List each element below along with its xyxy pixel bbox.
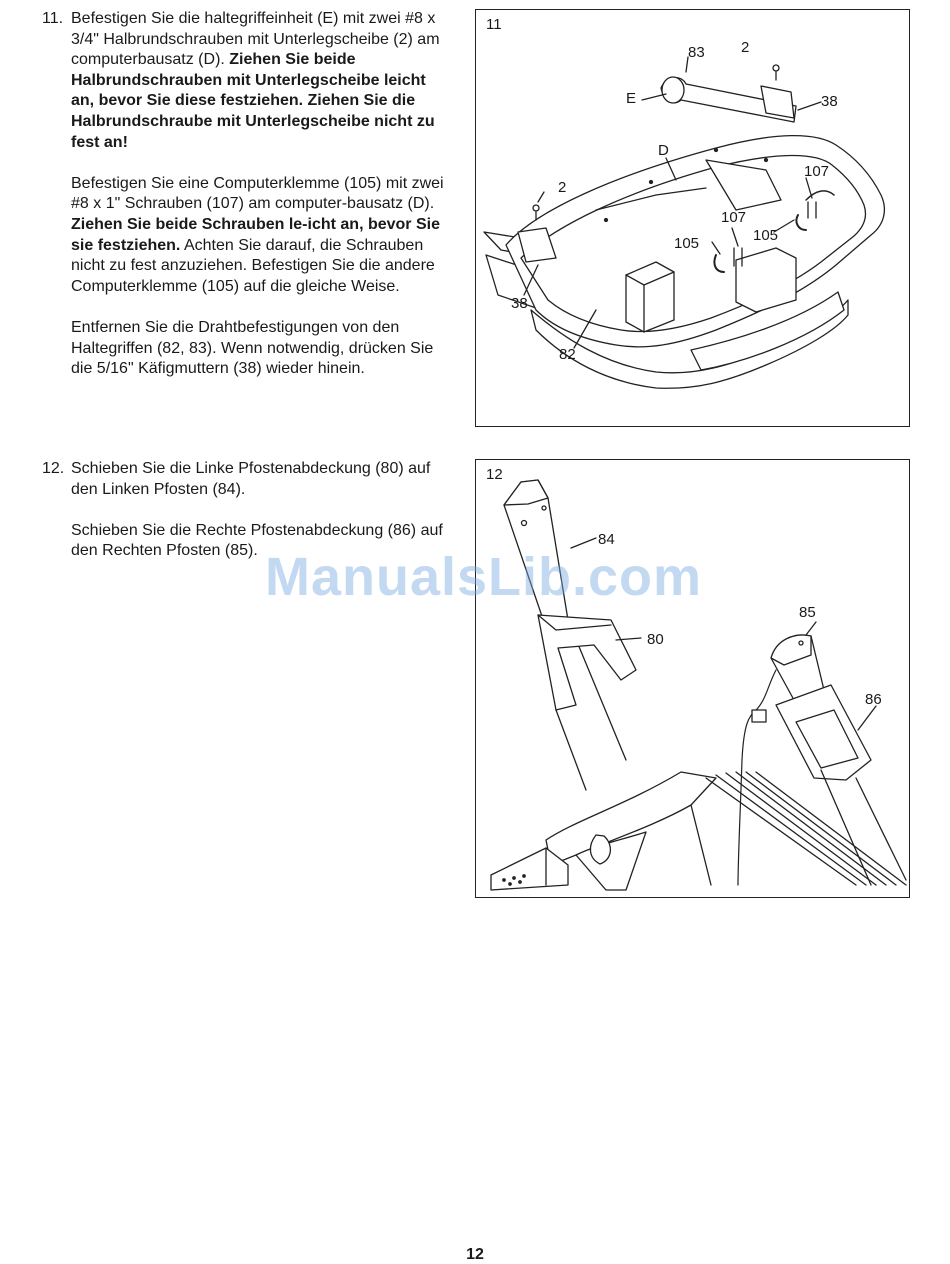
- step-body: [71, 9, 452, 380]
- step-number: 11.: [42, 10, 64, 27]
- figure-number: 11: [486, 16, 502, 33]
- label-38: 38: [821, 93, 838, 110]
- figure-12: [475, 459, 910, 898]
- label-2: 2: [558, 179, 567, 196]
- label-80: 80: [647, 631, 664, 648]
- label-86: 86: [865, 691, 882, 708]
- figure-number: 12: [486, 466, 503, 483]
- paragraph: Befestigen Sie die haltegriffeinheit (E) mit zwei #8 x 3/4" Halbrundschrauben mit Unterlegscheibe (2) am computerbausatz (D). Ziehen Sie beide Halbrundschrauben mit Unterlegscheibe leicht an, bevor Sie diese festziehen. Ziehen Sie die Halbrundschraube mit Unterlegscheibe nicht zu fest an!: [71, 10, 440, 151]
- label-105: 105: [674, 235, 700, 252]
- console-assembly-drawing: [476, 10, 911, 428]
- label-2: 2: [741, 39, 750, 56]
- label-83: 83: [688, 44, 705, 61]
- label-e: E: [626, 90, 637, 107]
- watermark: ManualsLib.com: [265, 547, 703, 607]
- paragraph: Befestigen Sie eine Computerklemme (105) mit zwei #8 x 1" Schrauben (107) am computer-bausatz (D). Ziehen Sie beide Schrauben le-icht an, bevor Sie sie festziehen. Achten Sie darauf, die Schrauben nicht zu fest anzuziehen. Befestigen Sie die andere Computerklemme (105) auf die gleiche Weise.: [71, 174, 444, 295]
- page-number: 12: [466, 1246, 484, 1263]
- label-38: 38: [511, 295, 528, 312]
- step-11: [42, 9, 452, 400]
- label-d: D: [658, 142, 669, 159]
- label-107: 107: [721, 209, 747, 226]
- step-number: 12.: [42, 460, 65, 477]
- upright-posts-drawing: [476, 460, 911, 899]
- label-85: 85: [799, 604, 816, 621]
- label-82: 82: [559, 346, 576, 363]
- label-105: 105: [753, 227, 779, 244]
- label-84: 84: [598, 531, 615, 548]
- figure-11: [475, 9, 910, 427]
- paragraph: Entfernen Sie die Drahtbefestigungen von den Haltegriffen (82, 83). Wenn notwendig, drücken Sie die 5/16" Käfigmuttern (38) wieder hinein.: [71, 318, 434, 378]
- label-107: 107: [804, 163, 830, 180]
- paragraph: Schieben Sie die Linke Pfostenabdeckung (80) auf den Linken Pfosten (84).: [71, 460, 431, 498]
- paragraph: Schieben Sie die Rechte Pfostenabdeckung (86) auf den Rechten Pfosten (85).: [71, 521, 443, 560]
